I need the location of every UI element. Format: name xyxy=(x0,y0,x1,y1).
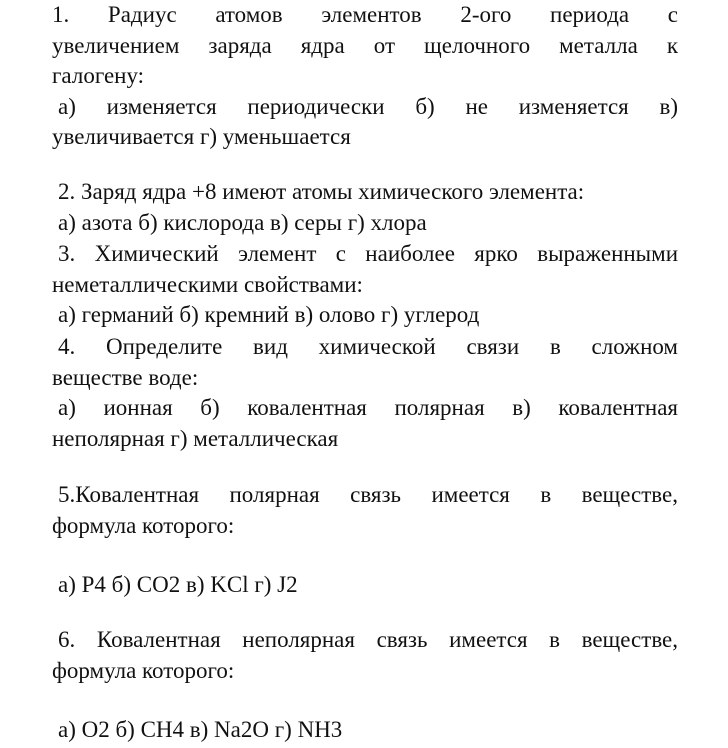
question-5 xyxy=(52,480,678,541)
question-2-options: а) азота б) кислорода в) серы г) хлора xyxy=(58,209,427,235)
question-4-options-line-2: неполярная г) металлическая xyxy=(52,425,339,451)
question-2 xyxy=(52,177,678,238)
question-5-line-1: 5.Ковалентная полярная связь имеется в веществе, xyxy=(58,482,678,507)
question-4 xyxy=(52,332,678,454)
question-6-answer: а) O2 б) CH4 в) Na2O г) NH3 xyxy=(58,717,343,742)
question-3-line-2: неметаллическими свойствами: xyxy=(52,271,363,297)
question-5-options xyxy=(52,570,678,601)
question-1-options-line-1: а) изменяется периодически б) не изменяется в) xyxy=(58,93,678,119)
question-1-line-2: увеличением заряда ядра от щелочного металла к xyxy=(52,32,678,58)
question-2-line-1: 2. Заряд ядра +8 имеют атомы химического элемента: xyxy=(58,179,585,204)
question-4-line-1: 4. Определите вид химической связи в сложном xyxy=(58,334,678,359)
question-3-options: а) германий б) кремний в) олово г) углерод xyxy=(58,302,480,327)
question-1 xyxy=(52,0,678,153)
question-6-line-1: 6. Ковалентная неполярная связь имеется в веществе, xyxy=(58,627,678,652)
question-1-line-1: 1. Радиус атомов элементов 2-ого периода с xyxy=(52,2,678,27)
question-1-options-line-2: увеличивается г) уменьшается xyxy=(52,124,351,149)
question-6-options xyxy=(52,715,678,746)
question-1-line-3: галогену: xyxy=(52,63,145,88)
question-5-answer: а) P4 б) CO2 в) KCl г) J2 xyxy=(58,572,298,597)
question-5-line-2: формула которого: xyxy=(52,512,235,538)
question-4-line-2: веществе воде: xyxy=(52,364,199,390)
question-3 xyxy=(52,239,678,331)
question-4-options-line-1: а) ионная б) ковалентная полярная в) ковалентная xyxy=(58,395,678,420)
question-6 xyxy=(52,625,678,686)
question-3-line-1: 3. Химический элемент с наиболее ярко выраженными xyxy=(58,241,678,266)
question-6-line-2: формула которого: xyxy=(52,657,235,683)
